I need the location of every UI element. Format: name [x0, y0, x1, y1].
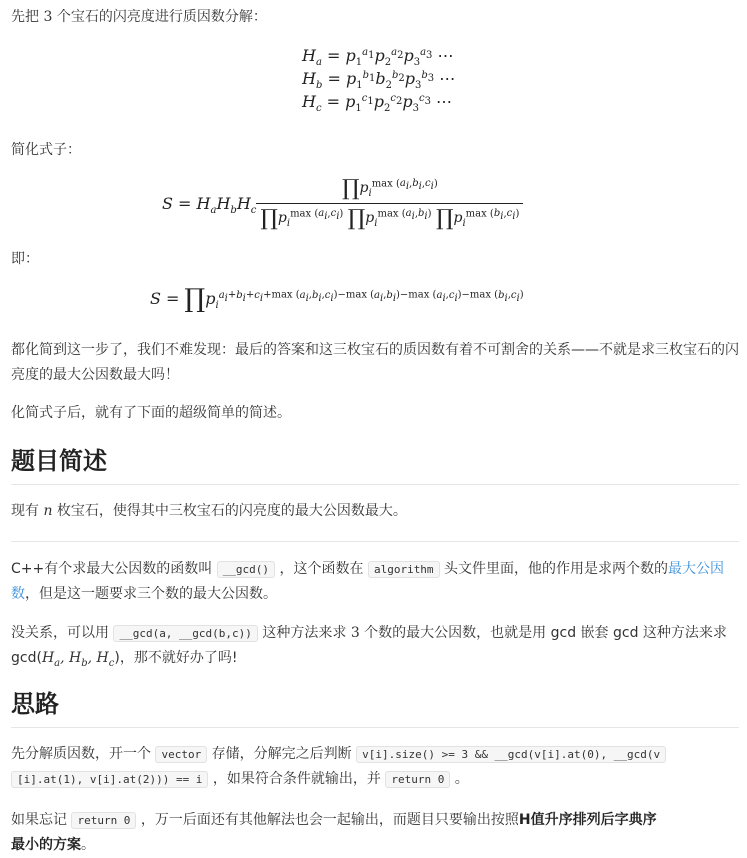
section-divider: [11, 484, 739, 485]
inline-code-return-2: return 0: [71, 812, 136, 829]
idea-paragraph: 先分解质因数，开一个 vector 存储，分解完之后判断 v[i].size() >= 3 && __gcd(v[i].at(0), __gcd(v [i].at(1), v[i].at(2))) == i ，如果符合条件就输出，并 return 0 。: [11, 742, 739, 792]
inline-code-condition-part1: v[i].size() >= 3 && __gcd(v[i].at(0), __gcd(v: [356, 746, 666, 763]
conclusion-paragraph: 都化简到这一步了，我们不难发现：最后的答案和这三枚宝石的质因数有着不可割舍的关系——不就是求三枚宝石的闪亮度的最大公因数最大吗！: [11, 342, 739, 383]
equation-s-product: $S = \prod p_i^{a_i+b_i+c_i+max (a_i,b_i,c_i)-max (a_i,b_i)-max (a_i,c_i)-max (b_i,c_i)}$: [150, 284, 524, 314]
intro-paragraph: 先把 3 个宝石的闪亮度进行质因数分解：: [11, 9, 267, 25]
equation-ha: $H_a = p_1^{a_1}p_2^{a_2}p_3^{a_3}$ ⋯: [302, 46, 454, 69]
gcd-link[interactable]: 最大公因数: [11, 561, 725, 602]
inline-code-nested-gcd: __gcd(a, __gcd(b,c)): [113, 625, 257, 642]
transition-paragraph: 化简式子后，就有了下面的超级简单的简述。: [11, 405, 291, 421]
ji-label: 即：: [11, 251, 39, 267]
equation-hc: $H_c = p_1^{c_1}p_2^{c_2}p_3^{c_3}$ ⋯: [302, 92, 453, 115]
equation-hb: $H_b = p_1^{b_1}b_2^{b_2}p_3^{b_3}$ ⋯: [302, 69, 456, 92]
summary-paragraph: 现有 n 枚宝石，使得其中三枚宝石的闪亮度的最大公因数最大。: [11, 503, 407, 519]
bold-min-plan: 最小的方案: [11, 837, 81, 853]
warning-paragraph: 如果忘记 return 0 ，万一后面还有其他解法也会一起输出，而题目只要输出按照H值升序排列后字典序 最小的方案。: [11, 812, 657, 853]
nested-gcd-paragraph: 没关系，可以用 __gcd(a, __gcd(b,c)) 这种方法来求 3 个数的最大公因数，也就是用 gcd 嵌套 gcd 这种方法来求 $\gcd(H_a$, $H_b$, $H_c$)，那不就好办了吗!: [11, 625, 727, 669]
inline-code-vector: vector: [155, 746, 207, 763]
bold-h-order: H值升序排列后字典序: [518, 812, 657, 828]
fraction: $\frac{\prod p_i^{max (a_i,b_i,c_i)}}{\prod p_i^{max (a_i,c_i)} \prod p_i^{max (a_i,b_i)} \prod p_i^{max (b_i,c_i)}}$: [256, 176, 523, 231]
factorization-equations: [302, 44, 455, 113]
inline-code-algorithm: algorithm: [368, 561, 440, 578]
simplify-label: 简化式子：: [11, 142, 81, 158]
equation-s-fraction: $S = H_aH_bH_c$ $\frac{\prod p_i^{max (a_i,b_i,c_i)}}{\prod p_i^{max (a_i,c_i)} \prod p_i^{max (a_i,b_i)} \prod p_i^{max (b_i,c_i)}}$: [162, 176, 523, 231]
inline-code-return: return 0: [385, 771, 450, 788]
inline-code-gcd: __gcd(): [217, 561, 275, 578]
section-divider-2: [11, 727, 739, 728]
paragraph-divider: [11, 541, 739, 542]
section-title-summary: 题目简述: [11, 447, 107, 475]
section-title-idea: 思路: [11, 690, 59, 718]
inline-code-condition-part2: [i].at(1), v[i].at(2))) == i: [11, 771, 208, 788]
math-h-args: $H_a$, $H_b$, $H_c$: [41, 650, 115, 669]
cpp-paragraph: C++有个求最大公因数的函数叫 __gcd() ，这个函数在 algorithm 头文件里面，他的作用是求两个数的最大公因数，但是这一题要求三个数的最大公因数。: [11, 561, 725, 602]
